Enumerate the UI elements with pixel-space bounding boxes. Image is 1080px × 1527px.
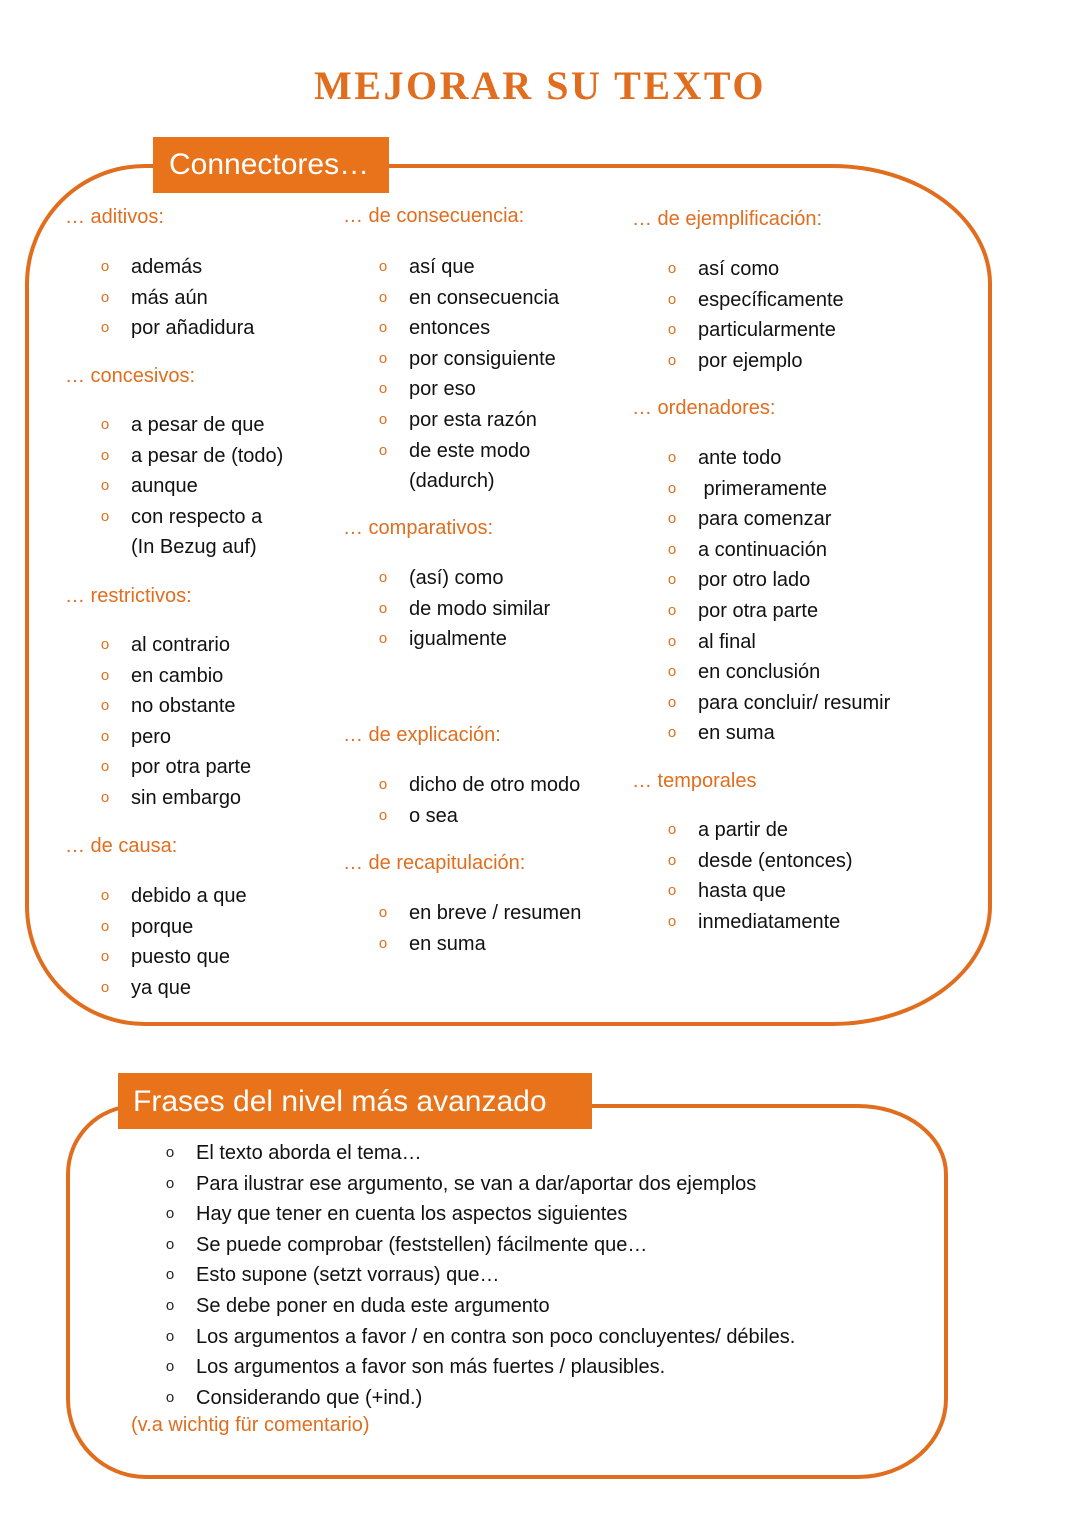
bullet-icon: o [378,776,388,793]
list-item: o además [96,252,254,283]
list-de-recapitulacion [374,898,581,959]
bullet-icon: o [100,258,110,275]
heading-de-causa: … de causa: [65,835,178,857]
bullet-icon: o [100,948,110,966]
bullet-icon: o [165,1327,175,1345]
list-item: o dicho de otro modo [374,770,580,801]
list-item: o inmediatamente [663,907,853,938]
frases-tab: Frases del nivel más avanzado [118,1073,592,1129]
bullet-icon: o [378,904,388,921]
bullet-icon: o [667,260,677,277]
bullet-icon: o [667,290,677,308]
list-item: o El texto aborda el tema… [162,1138,795,1169]
list-de-explicacion [374,770,580,831]
list-item: o en conclusión [663,657,890,688]
list-item: o de este modo [374,436,559,467]
list-item: o particularmente [663,315,844,346]
bullet-icon: o [667,351,677,369]
bullet-icon: o [378,349,388,367]
list-item: o por consiguiente [374,344,559,375]
bullet-icon: o [667,571,677,589]
heading-de-explicacion: … de explicación: [343,724,501,746]
list-de-consecuencia [374,252,559,497]
list-concesivos [96,410,283,563]
list-item: o entonces [374,313,559,344]
list-item: o Se puede comprobar (feststellen) fácilmente que… [162,1230,795,1261]
bullet-icon: o [667,693,677,711]
frases-list [162,1138,795,1413]
list-item: o desde (entonces) [663,846,853,877]
list-item: o no obstante [96,691,251,722]
list-item: o o sea [374,801,580,832]
list-item: o Para ilustrar ese argumento, se van a dar/aportar dos ejemplos [162,1169,795,1200]
bullet-icon: o [667,601,677,619]
bullet-icon: o [667,821,677,838]
list-item: o ante todo [663,443,890,474]
list-item: o por otra parte [663,596,890,627]
list-item: o igualmente [374,624,550,655]
list-item: o en cambio [96,661,251,692]
bullet-icon: o [378,806,388,824]
list-item: o Los argumentos a favor / en contra son poco concluyentes/ débiles. [162,1322,795,1353]
bullet-icon: o [100,446,110,464]
list-item: o por otro lado [663,565,890,596]
bullet-icon: o [667,510,677,528]
list-item: o así como [663,254,844,285]
list-item: o al contrario [96,630,251,661]
bullet-icon: o [100,507,110,525]
list-item: o por añadidura [96,313,254,344]
bullet-icon: o [667,724,677,742]
bullet-icon: o [100,416,110,433]
heading-restrictivos: … restrictivos: [65,585,192,607]
list-comparativos [374,563,550,655]
list-item: o en consecuencia [374,283,559,314]
bullet-icon: o [100,887,110,904]
list-item: o en breve / resumen [374,898,581,929]
bullet-icon: o [100,727,110,745]
list-item: o a pesar de que [96,410,283,441]
bullet-icon: o [165,1358,175,1376]
heading-de-ejemplificacion: … de ejemplificación: [632,208,823,230]
heading-ordenadores: … ordenadores: [632,397,776,419]
list-item: o para comenzar [663,504,890,535]
list-item: o sin embargo [96,783,251,814]
bullet-icon: o [100,666,110,684]
bullet-icon: o [100,477,110,495]
bullet-icon: o [100,636,110,653]
bullet-icon: o [378,319,388,337]
bullet-icon: o [100,978,110,996]
list-item: o por otra parte [96,752,251,783]
bullet-icon: o [667,882,677,900]
bullet-icon: o [165,1205,175,1223]
bullet-icon: o [667,912,677,930]
bullet-icon: o [100,758,110,776]
list-item: o Esto supone (setzt vorraus) que… [162,1260,795,1291]
list-item: o por esta razón [374,405,559,436]
list-item: o así que [374,252,559,283]
bullet-icon: o [667,540,677,558]
list-item: o (así) como [374,563,550,594]
list-item: o ya que [96,973,247,1004]
heading-comparativos: … comparativos: [343,517,494,539]
heading-temporales: … temporales [632,770,757,792]
list-item: o pero [96,722,251,753]
heading-aditivos: … aditivos: [65,206,164,228]
list-item: o al final [663,627,890,658]
list-item: o más aún [96,283,254,314]
list-item: o debido a que [96,881,247,912]
list-item-continuation: (dadurch) [409,470,495,493]
list-item: o a continuación [663,535,890,566]
list-item: o en suma [374,929,581,960]
list-item: o Se debe poner en duda este argumento [162,1291,795,1322]
bullet-icon: o [100,788,110,806]
bullet-icon: o [378,258,388,275]
bullet-icon: o [165,1144,175,1161]
list-item-continuation: (In Bezug auf) [131,536,257,559]
bullet-icon: o [165,1296,175,1314]
list-item: o primeramente [663,474,890,505]
bullet-icon: o [165,1266,175,1284]
bullet-icon: o [378,410,388,428]
heading-de-consecuencia: … de consecuencia: [343,205,525,227]
bullet-icon: o [378,934,388,952]
bullet-icon: o [378,599,388,617]
bullet-icon: o [667,663,677,681]
bullet-icon: o [378,380,388,398]
bullet-icon: o [378,569,388,586]
list-item: o aunque [96,471,283,502]
list-item: o con respecto a [96,502,283,533]
list-temporales [663,815,853,937]
list-item: o por ejemplo [663,346,844,377]
bullet-icon: o [165,1174,175,1192]
list-item: o por eso [374,374,559,405]
list-item: o específicamente [663,285,844,316]
bullet-icon: o [667,632,677,650]
bullet-icon: o [100,917,110,935]
bullet-icon: o [667,321,677,339]
bullet-icon: o [165,1388,175,1406]
connectores-tab: Connectores… [153,137,389,193]
list-item: o a pesar de (todo) [96,441,283,472]
list-item: o en suma [663,718,890,749]
list-item: o a partir de [663,815,853,846]
list-ordenadores [663,443,890,749]
bullet-icon: o [165,1235,175,1253]
list-item: o hasta que [663,876,853,907]
bullet-icon: o [378,288,388,306]
list-de-causa [96,881,247,1003]
list-item: o para concluir/ resumir [663,688,890,719]
bullet-icon: o [667,851,677,869]
heading-de-recapitulacion: … de recapitulación: [343,852,526,874]
list-item: o de modo similar [374,594,550,625]
bullet-icon: o [378,630,388,648]
bullet-icon: o [100,319,110,337]
list-item: o puesto que [96,942,247,973]
page-title: MEJORAR SU TEXTO [314,63,766,108]
list-item: o porque [96,912,247,943]
bullet-icon: o [667,479,677,497]
comentario-note: (v.a wichtig für comentario) [131,1414,370,1436]
list-de-ejemplificacion [663,254,844,376]
bullet-icon: o [667,449,677,466]
list-item: o Considerando que (+ind.) [162,1383,795,1414]
bullet-icon: o [100,288,110,306]
bullet-icon: o [100,697,110,715]
list-item: o Hay que tener en cuenta los aspectos siguientes [162,1199,795,1230]
heading-concesivos: … concesivos: [65,365,196,387]
list-aditivos [96,252,254,344]
list-item: o Los argumentos a favor son más fuertes / plausibles. [162,1352,795,1383]
bullet-icon: o [378,441,388,459]
list-restrictivos [96,630,251,814]
